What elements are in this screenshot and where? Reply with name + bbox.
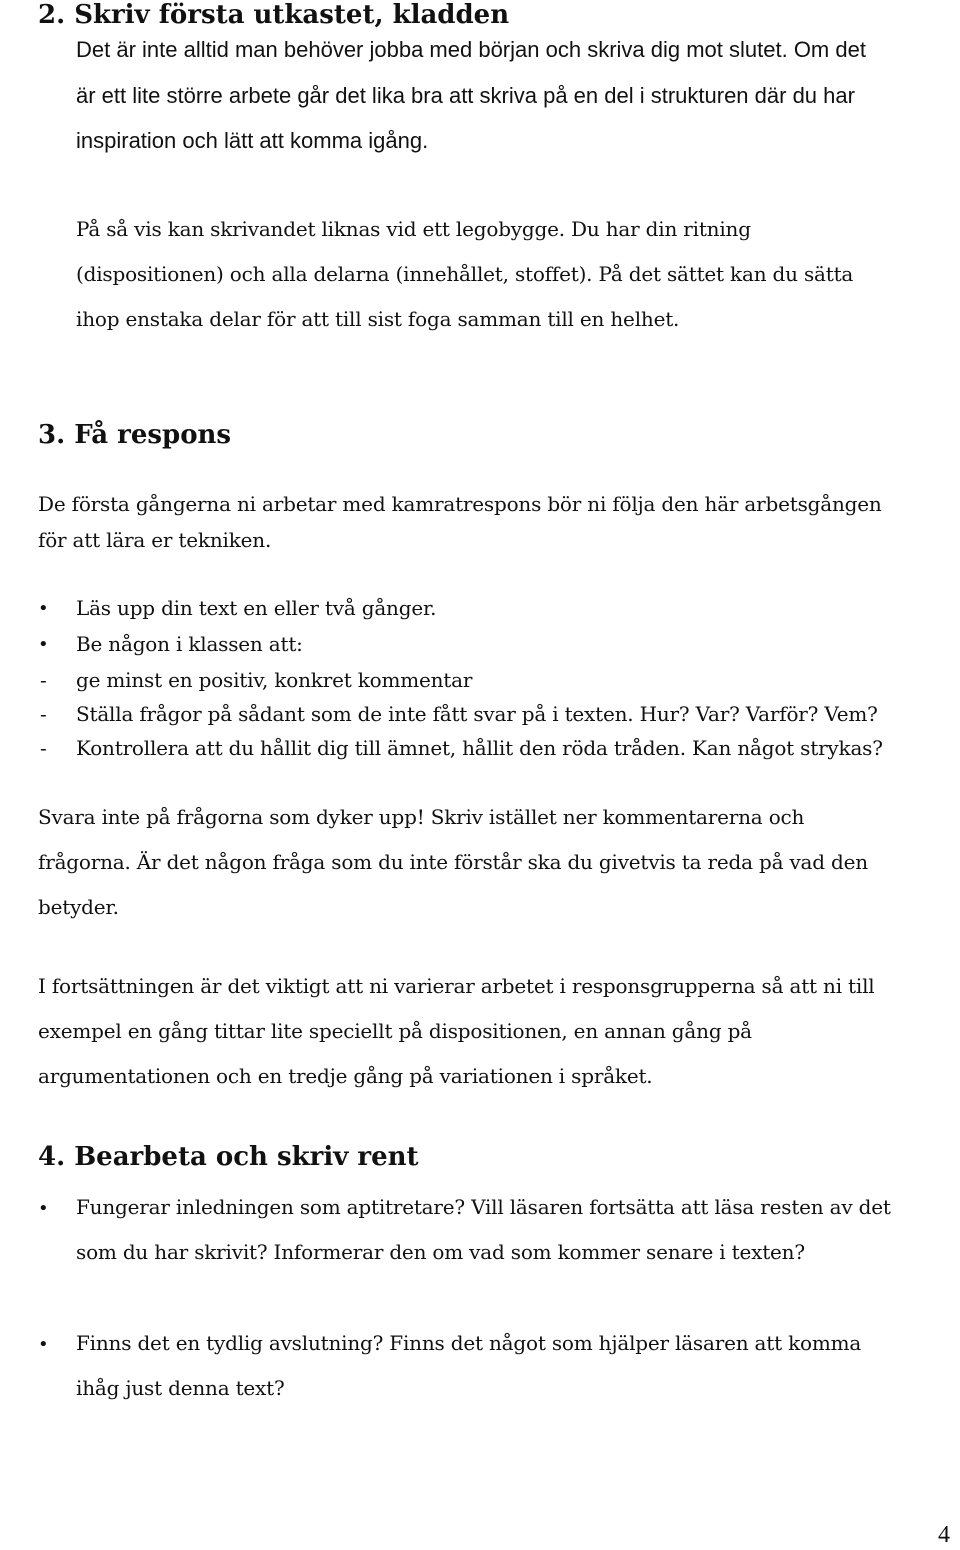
list-item: Kontrollera att du hållit dig till ämnet, hållit den röda tråden. Kan något strykas? bbox=[76, 736, 883, 760]
paragraph-line: argumentationen och en tredje gång på variationen i språket. bbox=[38, 1064, 653, 1088]
list-item: Ställa frågor på sådant som de inte fått svar på i texten. Hur? Var? Varför? Vem? bbox=[76, 702, 878, 726]
paragraph-line: (dispositionen) och alla delarna (innehållet, stoffet). På det sättet kan du sätta bbox=[76, 262, 854, 286]
bullet-icon: • bbox=[38, 1334, 49, 1355]
paragraph-line: I fortsättningen är det viktigt att ni varierar arbetet i responsgrupperna så att ni till bbox=[38, 974, 875, 998]
paragraph-line: På så vis kan skrivandet liknas vid ett legobygge. Du har din ritning bbox=[76, 217, 751, 241]
list-item: Be någon i klassen att: bbox=[76, 632, 303, 656]
page-number: 4 bbox=[938, 1522, 950, 1548]
dash-marker: - bbox=[40, 702, 47, 726]
list-item: Fungerar inledningen som aptitretare? Vill läsaren fortsätta att läsa resten av det bbox=[76, 1195, 891, 1219]
list-item: ge minst en positiv, konkret kommentar bbox=[76, 668, 473, 692]
paragraph-line: för att lära er tekniken. bbox=[38, 528, 272, 552]
paragraph-line: Det är inte alltid man behöver jobba med början och skriva dig mot slutet. Om det bbox=[76, 37, 866, 62]
paragraph-line: inspiration och lätt att komma igång. bbox=[76, 128, 429, 153]
list-item-continuation: som du har skrivit? Informerar den om vad som kommer senare i texten? bbox=[76, 1240, 805, 1264]
bullet-icon: • bbox=[38, 634, 49, 655]
list-item-continuation: ihåg just denna text? bbox=[76, 1376, 285, 1400]
paragraph-line: är ett lite större arbete går det lika bra att skriva på en del i strukturen där du har bbox=[76, 83, 855, 108]
list-item: Läs upp din text en eller två gånger. bbox=[76, 596, 437, 620]
section-heading-4: 4. Bearbeta och skriv rent bbox=[38, 1142, 419, 1172]
paragraph-line: De första gångerna ni arbetar med kamratrespons bör ni följa den här arbetsgången bbox=[38, 492, 882, 516]
paragraph-line: ihop enstaka delar för att till sist foga samman till en helhet. bbox=[76, 307, 680, 331]
dash-marker: - bbox=[40, 668, 47, 692]
paragraph-line: frågorna. Är det någon fråga som du inte förstår ska du givetvis ta reda på vad den bbox=[38, 850, 868, 874]
paragraph-line: Svara inte på frågorna som dyker upp! Skriv istället ner kommentarerna och bbox=[38, 805, 805, 829]
bullet-icon: • bbox=[38, 598, 49, 619]
paragraph-line: betyder. bbox=[38, 895, 119, 919]
list-item: Finns det en tydlig avslutning? Finns det något som hjälper läsaren att komma bbox=[76, 1331, 862, 1355]
section-heading-2: 2. Skriv första utkastet, kladden bbox=[38, 0, 510, 30]
section-heading-3: 3. Få respons bbox=[38, 420, 232, 450]
paragraph-line: exempel en gång tittar lite speciellt på dispositionen, en annan gång på bbox=[38, 1019, 752, 1043]
dash-marker: - bbox=[40, 736, 47, 760]
bullet-icon: • bbox=[38, 1198, 49, 1219]
